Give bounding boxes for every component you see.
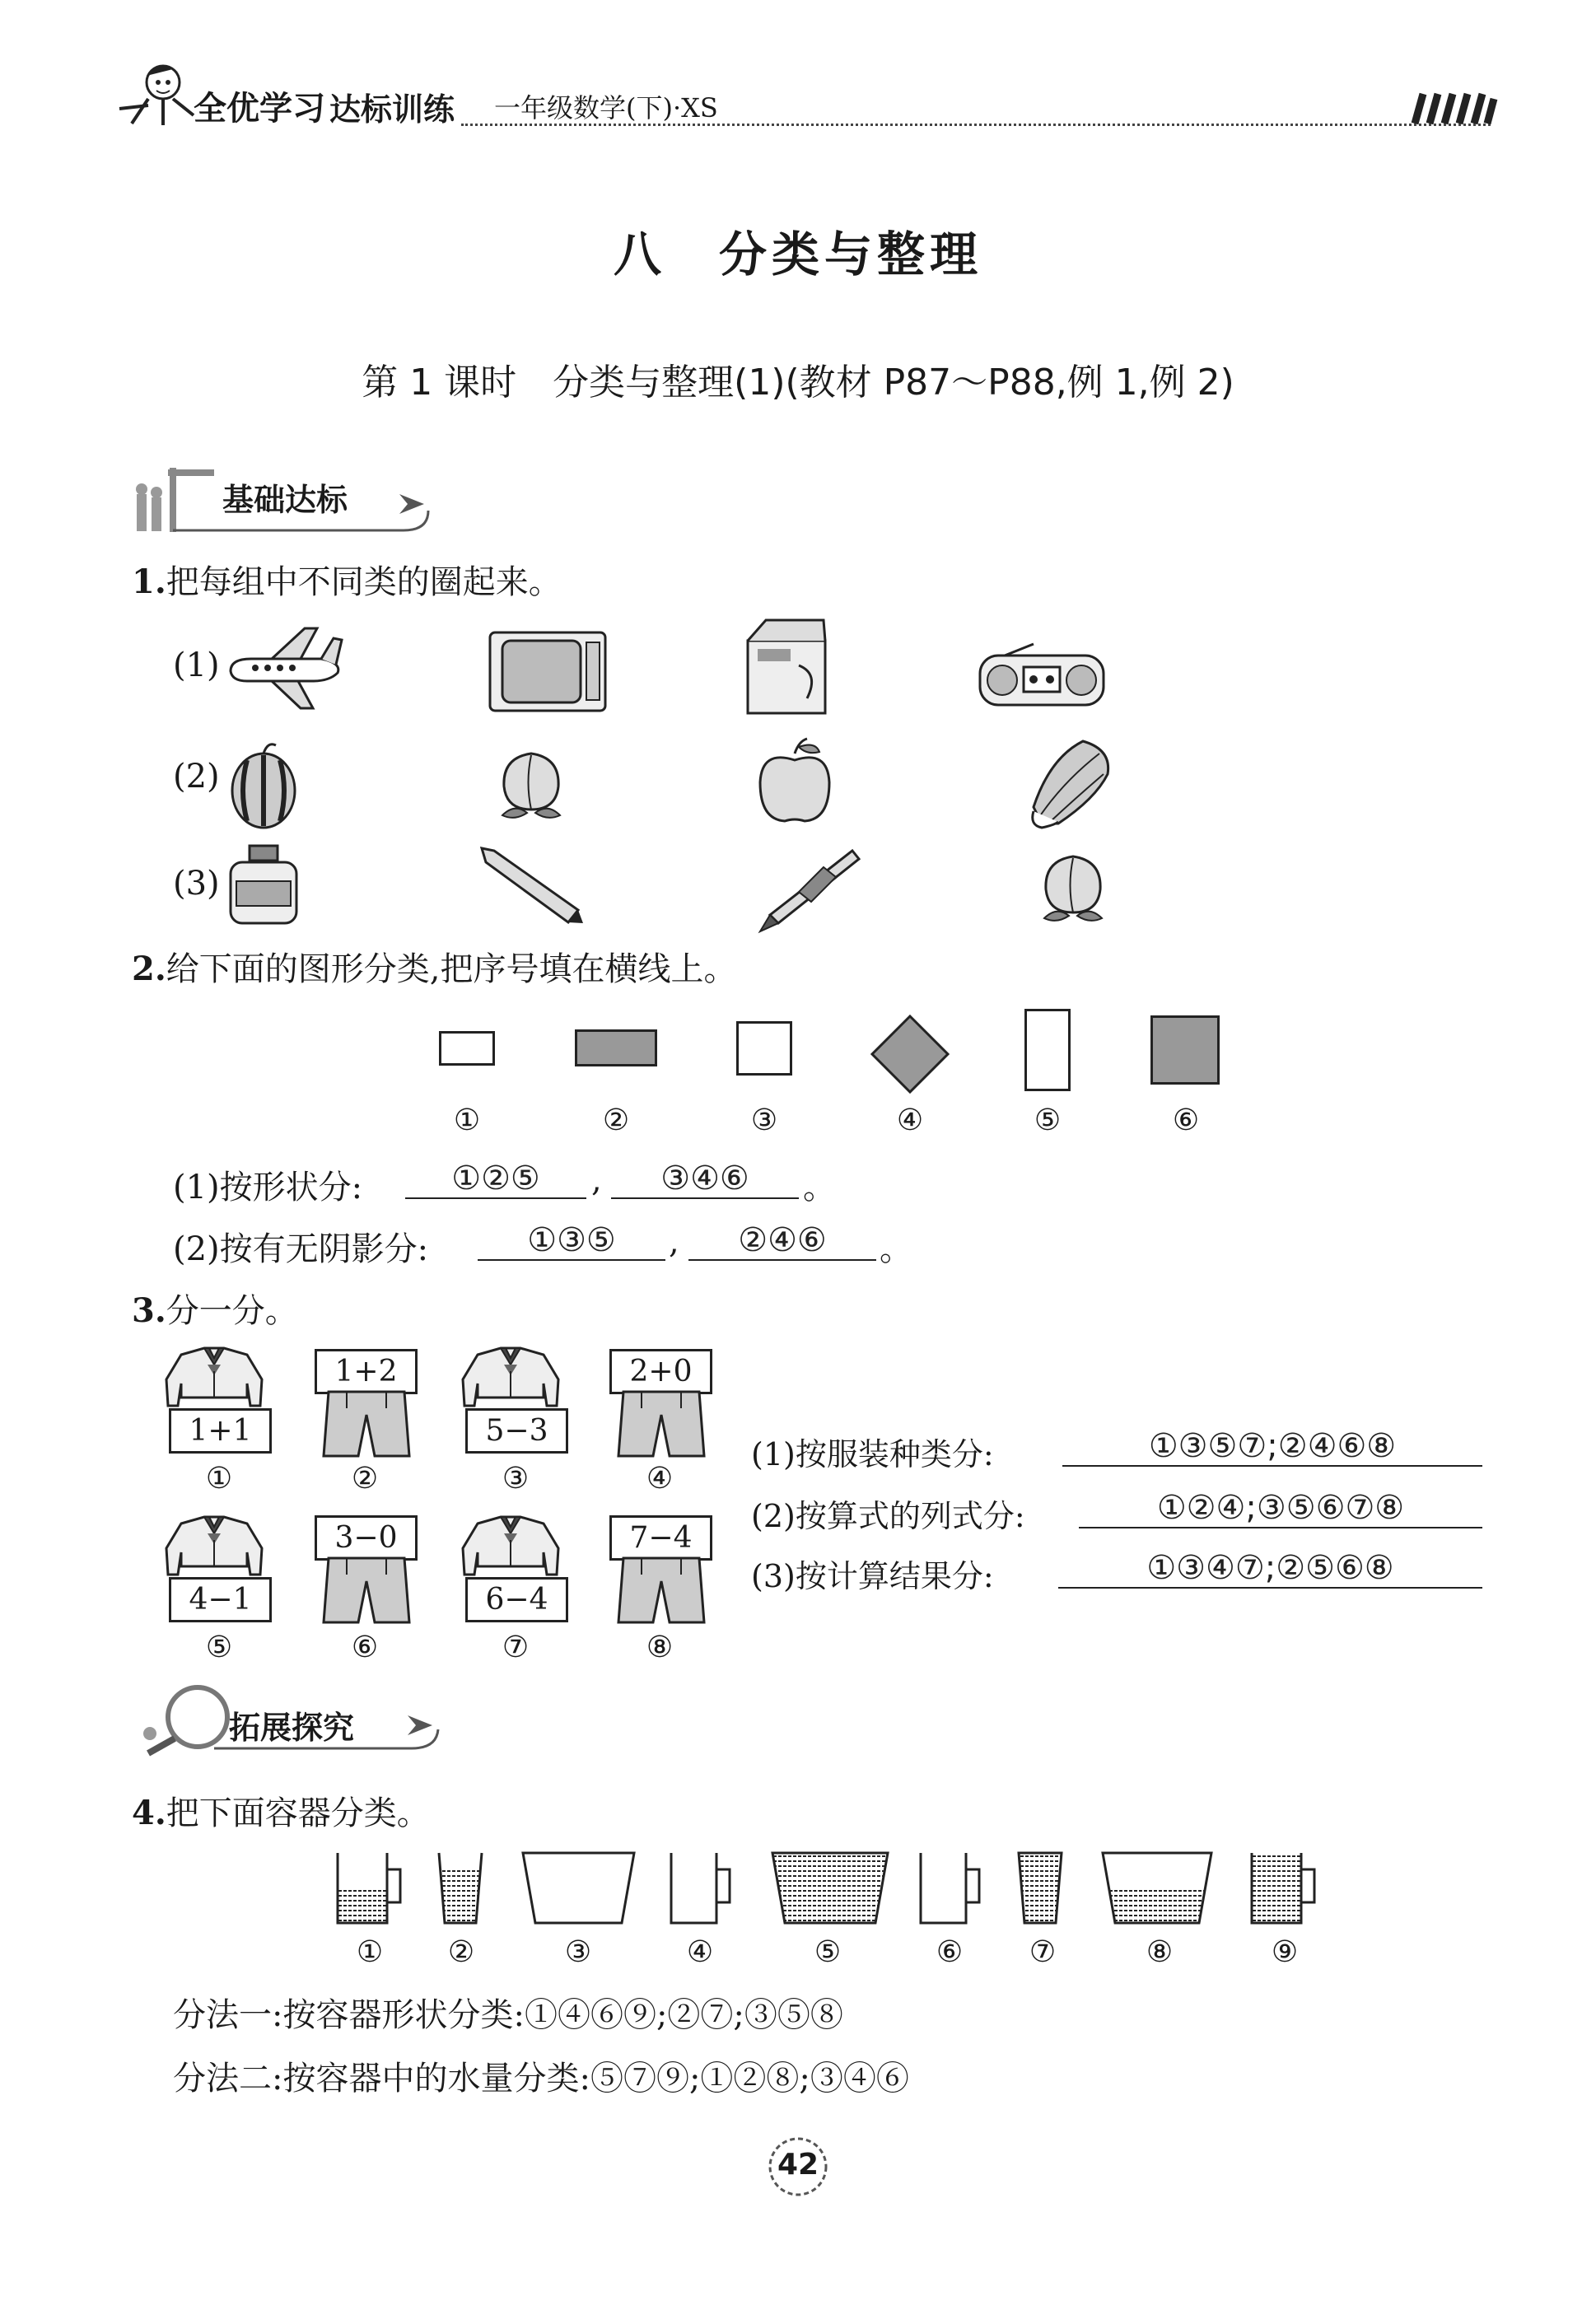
container-label-5: ⑤ xyxy=(814,1935,842,1969)
expr-box-1: 1+1 xyxy=(169,1408,272,1454)
container-label-3: ③ xyxy=(564,1935,592,1969)
q2-part2-answer2[interactable]: ②④⑥ xyxy=(688,1221,876,1261)
shape-label-5: ⑤ xyxy=(1034,1104,1062,1137)
q3-part1-prefix: (1)按服装种类分: xyxy=(751,1436,994,1472)
shape-1[interactable] xyxy=(439,1031,495,1066)
container-1 xyxy=(338,1853,400,1923)
q3-part2-answer[interactable]: ①②④;③⑤⑥⑦⑧ xyxy=(1079,1489,1482,1528)
mascot-icon xyxy=(115,58,198,132)
q3-part3-answer[interactable]: ①③④⑦;②⑤⑥⑧ xyxy=(1058,1549,1482,1589)
header-stripes-icon xyxy=(1408,91,1499,127)
book-subtitle: 一年级数学(下)·XS xyxy=(494,92,718,124)
q1-text: 1.把每组中不同类的圈起来。 xyxy=(132,562,562,601)
q2-part1-end: 。 xyxy=(803,1169,836,1206)
shape-2[interactable] xyxy=(575,1029,657,1066)
q3-label-5: ⑤ xyxy=(205,1631,233,1664)
q4-text: 4.把下面容器分类。 xyxy=(132,1794,430,1832)
q2-text: 2.给下面的图形分类,把序号填在横线上。 xyxy=(132,950,737,988)
ink-bottle-icon[interactable] xyxy=(226,844,301,926)
q3-label-3: ③ xyxy=(502,1462,530,1496)
container-7 xyxy=(1019,1853,1062,1923)
container-4 xyxy=(671,1853,730,1923)
container-5 xyxy=(772,1853,888,1923)
q3-label-2: ② xyxy=(351,1462,379,1496)
q3-part2-prefix: (2)按算式的列式分: xyxy=(751,1498,1025,1534)
expr-box-4: 2+0 xyxy=(609,1349,712,1394)
q2-part1-answer1[interactable]: ①②⑤ xyxy=(405,1160,586,1199)
container-label-6: ⑥ xyxy=(936,1935,964,1969)
shirt-icon xyxy=(461,1346,560,1412)
expr-box-8: 7−4 xyxy=(609,1515,712,1561)
q4-method2: 分法二:按容器中的水量分类:⑤⑦⑨;①②⑧;③④⑥ xyxy=(173,2060,909,2098)
expr-box-3: 5−3 xyxy=(465,1408,568,1454)
expr-box-7: 6−4 xyxy=(465,1577,568,1622)
pants-icon xyxy=(317,1390,416,1458)
q1-row3-label: (3) xyxy=(173,865,220,903)
page-number: 42 xyxy=(777,2148,819,2182)
airplane-icon[interactable] xyxy=(222,622,346,712)
brand-name: 全优学习 xyxy=(194,90,325,128)
section-extend-header xyxy=(132,1684,453,1758)
shirt-icon xyxy=(461,1515,560,1581)
q3-label-1: ① xyxy=(205,1462,233,1496)
section-extend-label: 拓展探究 xyxy=(229,1710,355,1746)
shape-4[interactable] xyxy=(869,1013,951,1095)
watermelon-icon[interactable] xyxy=(226,737,301,832)
expr-box-6: 3−0 xyxy=(315,1515,418,1561)
cabbage-icon[interactable] xyxy=(1025,733,1116,832)
container-label-9: ⑨ xyxy=(1271,1935,1299,1969)
q1-row1-label: (1) xyxy=(173,646,220,684)
pants-icon xyxy=(612,1556,711,1624)
series-name: 达标训练 xyxy=(329,91,455,128)
container-label-2: ② xyxy=(447,1935,475,1969)
chapter-title: 八 分类与整理 xyxy=(613,226,982,282)
shape-label-2: ② xyxy=(602,1104,630,1137)
section-basic-header xyxy=(132,461,445,535)
page-header xyxy=(115,58,1499,140)
q2-part2-sep: , xyxy=(669,1223,679,1261)
container-6 xyxy=(921,1853,979,1923)
pencil-icon[interactable] xyxy=(478,844,585,926)
q2-part2-answer1[interactable]: ①③⑤ xyxy=(478,1221,665,1261)
peach-icon[interactable] xyxy=(1036,848,1110,926)
expr-box-2: 1+2 xyxy=(315,1349,418,1394)
q3-label-4: ④ xyxy=(646,1462,674,1496)
q3-part1-answer[interactable]: ①③⑤⑦;②④⑥⑧ xyxy=(1062,1427,1482,1467)
q3-text: 3.分一分。 xyxy=(132,1291,298,1330)
shape-label-3: ③ xyxy=(750,1104,778,1137)
shape-3[interactable] xyxy=(736,1021,792,1076)
container-8 xyxy=(1103,1853,1211,1923)
container-label-7: ⑦ xyxy=(1029,1935,1057,1969)
q4-method1: 分法一:按容器形状分类:①④⑥⑨;②⑦;③⑤⑧ xyxy=(173,1996,843,2034)
container-label-8: ⑧ xyxy=(1146,1935,1174,1969)
q2-part2-prefix: (2)按有无阴影分: xyxy=(173,1230,429,1268)
tv-icon[interactable] xyxy=(486,626,609,716)
shape-label-1: ① xyxy=(453,1104,481,1137)
peach-icon[interactable] xyxy=(494,745,568,824)
shape-label-4: ④ xyxy=(896,1104,924,1137)
lesson-title: 第 1 课时 分类与整理(1)(教材 P87～P88,例 1,例 2) xyxy=(362,362,1234,404)
pants-icon xyxy=(612,1390,711,1458)
q2-part1-sep: , xyxy=(591,1161,602,1199)
apple-icon[interactable] xyxy=(754,737,836,828)
q3-part3-prefix: (3)按计算结果分: xyxy=(751,1558,994,1594)
washing-machine-icon[interactable] xyxy=(741,616,832,719)
shape-5[interactable] xyxy=(1024,1009,1071,1091)
container-3 xyxy=(523,1853,634,1923)
pen-icon[interactable] xyxy=(754,844,861,935)
q1-row2-label: (2) xyxy=(173,758,220,796)
shirt-icon xyxy=(165,1515,264,1581)
section-basic-label: 基础达标 xyxy=(222,482,348,518)
q2-part2-end: 。 xyxy=(880,1230,912,1268)
container-2 xyxy=(439,1853,482,1923)
q2-part1-answer2[interactable]: ③④⑥ xyxy=(611,1160,799,1199)
q2-part1-prefix: (1)按形状分: xyxy=(173,1169,363,1206)
pants-icon xyxy=(317,1556,416,1624)
container-label-4: ④ xyxy=(686,1935,714,1969)
shirt-icon xyxy=(165,1346,264,1412)
q3-label-6: ⑥ xyxy=(351,1631,379,1664)
shape-label-6: ⑥ xyxy=(1172,1104,1200,1137)
q3-label-7: ⑦ xyxy=(502,1631,530,1664)
expr-box-5: 4−1 xyxy=(169,1577,272,1622)
q3-label-8: ⑧ xyxy=(646,1631,674,1664)
container-9 xyxy=(1252,1853,1314,1923)
radio-icon[interactable] xyxy=(976,642,1108,708)
containers-row xyxy=(329,1849,1334,1931)
container-label-1: ① xyxy=(356,1935,384,1969)
shape-6[interactable] xyxy=(1150,1015,1220,1085)
